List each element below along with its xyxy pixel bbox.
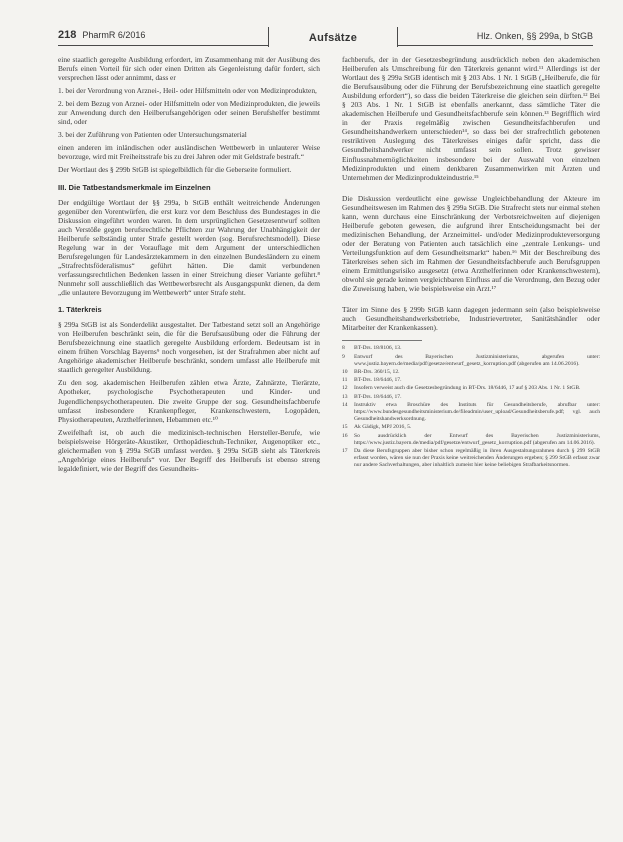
footnote-divider xyxy=(342,340,422,341)
footnote xyxy=(342,402,600,424)
footnote-number: 12 xyxy=(342,385,348,392)
footnote-number: 9 xyxy=(342,353,345,360)
footnote-number: 8 xyxy=(342,345,345,352)
footnote-text: Instruktiv etwa Broschüre des Instituts für Gesundheitsberufe, abrufbar unter: https://www.bundesgesundheitsministerium.de/fileadmin/user_upload/Gesundheitsberufe.pdf; vgl. auch Gesundheitshandwerksordnung. xyxy=(354,401,600,423)
footnote xyxy=(342,448,600,470)
footnote-text: BR-Drs. 360/15, 12. xyxy=(354,368,400,375)
footnote-text: BT-Drs. 18/8106, 13. xyxy=(354,345,402,352)
paragraph-wortlaut: Der endgültige Wortlaut der §§ 299a, b StGB enthält weitreichende Änderungen gegenüber den Vorentwürfen, die erst kurz vor dem Beschluss des Bundestages in die Diskussion eingeführt worden waren. In dem ursprünglichen Gesetzesentwurf sollten auch Verstöße gegen berufsrechtliche Pflichten zur Wahrung der Unabhängigkeit der Heilberufe selbständig unter Strafe gestellt werden (sog. Berufsrechtsmodell). Diese Regelung war in der Vorauflage mit dem Argument der unterschiedlichen Berufsregelungen für Landesärztekammern in den einzelnen Bundesländern zu einem „Strafrechtsföderalismus“ geführt hätten. Die damit verbundenen verfassungsrechtlichen Bedenken lassen in einer Streichung dieser Variante geführt.⁸ Nunmehr soll ausschließlich das Wettbewerbsrecht als Ausgangspunkt dienen, da dem „die unlautere Bevorzugung im Wettbewerb“ unter Strafe steht. xyxy=(58,197,320,298)
footnote-number: 14 xyxy=(342,401,348,408)
footnote-number: 15 xyxy=(342,424,348,431)
paragraph-299b: Der Wortlaut des § 299b StGB ist spiegelbildlich für die Geberseite formuliert. xyxy=(58,165,292,175)
left-column xyxy=(58,55,320,477)
list-tail-paragraph: einen anderen im inländischen oder ausländischen Wettbewerb in unlauterer Weise bevorzuge, wird mit Freiheitsstrafe bis zu drei Jahren oder mit Geldstrafe bestraft.“ xyxy=(58,143,320,162)
running-title: Hlz. Onken, §§ 299a, b StGB xyxy=(476,31,593,41)
footnote xyxy=(342,394,600,401)
footnote-text: Da diese Berufsgruppen aber bisher schon regelmäßig in ihren Ausgestaltungsrahmen durch § 299 StGB erfasst worden, wären sie nun der Praxis keine weitreichenden Änderungen ergeben; § 299 StGB erfasst zwar nur andere Sachverhaltungen, aber inhaltlich zumeist hier keine beliebigen Strafbarkeitsnormen. xyxy=(354,447,600,469)
list-item-2: 2. bei dem Bezug von Arznei- oder Hilfsmitteln oder von Medizinprodukten, die jeweils zur Anwendung durch den Heilberufsangehörigen oder seinen Berufshelfer bestimmt sind, oder xyxy=(58,99,320,127)
paragraph-sonderdelikt: § 299a StGB ist als Sonderdelikt ausgestaltet. Der Tatbestand setzt soll an Angehörige von Heilberufen beschränkt sein, die für die Berufsausübung oder die Führung der Berufsbezeichnung eine staatlich geregelte Ausbildung erfordern. Bedeutsam ist in einem frühen Vorschlag Bayerns⁹ noch vorgesehen, ist der Strafrahmen aber nicht auf Angehörige akademischer Heilberufe beschränkt, sondern umfasst alle Heilberufe mit staatlich geregelter Ausbildung. xyxy=(58,320,320,375)
section-heading-iii: III. Die Tatbestandsmerkmale im Einzelnen xyxy=(58,182,211,192)
footnote-text: BT-Drs. 18/6446, 17. xyxy=(354,393,402,400)
paragraph-heilberufe: Zu den sog. akademischen Heilberufen zählen etwa Ärzte, Zahnärzte, Tierärzte, Apotheker, psychologische Psychotherapeuten und Kinder- und Jugendlichenpsychotherapeuten. Die zweite Gruppe der sog. Gesundheitsfachberufe umfasst insbesondere Krankenpfleger, Krankenschwestern, Logopäden, Physiotherapeuten, Arzthelferinnen, Hebammen etc.¹⁰ xyxy=(58,378,320,424)
subheading-taeterkreis: 1. Täterkreis xyxy=(58,305,102,315)
paragraph-diskussion: Die Diskussion verdeutlicht eine gewisse Ungleichbehandlung der Akteure im Gesundheitswesen im Rahmen des § 299a StGB. Die Strafrecht stets nur einmal stehen kann, wenn durchaus eine Einschränkung der Verbotsreichweiten auf diejenigen Heilberufe geboten gewesen, die aufgrund ihrer Entscheidungsmacht bei der medizinischen Behandlung, der Arzneimittel- und/oder Medizinprodukteversorgung oder der Beratung von Patienten auch tatsächlich eine „zentrale Lenkungs- und Verteilungsfunktion auf dem Gesundheitsmarkt“ haben.¹⁶ Mit der Beschreibung des Täterkreises sehen sich im Rahmen der Gesundheitsfachberufe auch Berufsgruppen einem Ermittlungsrisiko ausgesetzt (etwa Arzthelferinnen oder Krankenschwestern), obwohl sie gerade keinen vergleichbaren Einfluss auf die Verordnung, den Bezug oder die Zuweisung haben, wie beispielsweise ein Arzt.¹⁷ xyxy=(342,193,600,294)
intro-paragraph: eine staatlich geregelte Ausbildung erfordert, im Zusammenhang mit der Ausübung des Berufs einen Vorteil für sich oder einen Dritten als Gegenleistung dafür fordert, sich versprechen lässt oder annimmt, dass er xyxy=(58,55,320,83)
paragraph-fachberufs: fachberufs, der in der Gesetzesbegründung ausdrücklich neben den akademischen Heilberufen als Umschreibung für den Täterkreis genannt wird.¹¹ Allerdings ist der Wortlaut des § 299a StGB identisch mit § 203 Abs. 1 Nr. 1 StGB („Heilberufe, die für die Berufsausübung oder die Führung der Berufsbezeichnung eine staatlich geregelte Ausbildung erfordert“), so dass die beiden Täterkreise die gleichen sein dürften.¹² Bei § 203 Abs. 1 Nr. 1 StGB ist ebenfalls anerkannt, dass sämtliche Täter die akademischen Heilberufe und Gesundheitsfachberufe sein können.¹³ Begrifflich wird in der Praxis regelmäßig zwischen Gesundheitsfachberufen und Gesundheitshandwerkern unterschieden¹⁴, so dass bei der strafrechtlich gebotenen restriktiven Auslegung des Täterkreises einiges dafür spricht, dass die Gesundheitshandwerker nicht umfasst sein sollen. Trotz gewisser Einflussnahmemöglichkeiten insbesondere bei der Auswahl von einzelnen Medizinprodukten und einem denkbaren Zusammenwirken mit Ärzten und Unternehmen der Medizinprodukteindustrie.¹⁵ xyxy=(342,55,600,182)
footnote-number: 11 xyxy=(342,377,348,384)
header-left xyxy=(58,29,145,41)
footnote xyxy=(342,354,600,368)
right-column xyxy=(342,55,600,471)
list-item-3: 3. bei der Zuführung von Patienten oder Untersuchungsmaterial xyxy=(58,130,247,140)
footnote xyxy=(342,424,600,431)
footnote-number: 10 xyxy=(342,368,348,375)
footnotes xyxy=(342,345,600,469)
list-item-1: 1. bei der Verordnung von Arznei-, Heil- oder Hilfsmitteln oder von Medizinprodukten, xyxy=(58,86,317,96)
paragraph-taeter-299b: Täter im Sinne des § 299b StGB kann dagegen jedermann sein (also beispielsweise auch Gesundheitshandwerksbetriebe, Industrievertreter, Sanitätshändler oder Mitarbeiter der Krankenkassen). xyxy=(342,305,600,333)
footnote xyxy=(342,369,600,376)
page-header xyxy=(58,27,593,46)
page-number: 218 xyxy=(58,29,77,41)
footnote-text: BT-Drs. 18/6446, 17. xyxy=(354,377,402,384)
footnote-number: 13 xyxy=(342,393,348,400)
footnote-number: 17 xyxy=(342,447,348,454)
footnote-text: Insofern verweist auch die Gesetzesbegründung in BT-Drs. 18/6446, 17 auf § 203 Abs. 1 Nr. 1 StGB. xyxy=(354,385,581,392)
footnote xyxy=(342,345,600,352)
footnote-text: Ak Gädigk, MPJ 2016, 5. xyxy=(354,424,412,431)
journal-name: PharmR 6/2016 xyxy=(82,30,146,40)
paragraph-zweifelhaft: Zweifelhaft ist, ob auch die medizinisch-technischen Hersteller-Berufe, wie beispielsweise Hörgeräte-Akustiker, Orthopädieschuh-Techniker, Augenoptiker etc., gleichermaßen von § 299a StGB umfasst werden. § 299a StGB sieht als Täterkreis „Angehörige eines Heilberufs“ vor. Der Begriff des Heilberufs ist ebenso streng legaldefiniert, wie der Begriff des Gesundheits- xyxy=(58,427,320,473)
footnote-number: 16 xyxy=(342,432,348,439)
footnote xyxy=(342,385,600,392)
footnote xyxy=(342,433,600,447)
footnote-text: So ausdrücklich der Entwurf des Bayerischen Justizministeriums, https://www.justiz.bayern.de/media/pdf/gesetze/entwurf_gesetz_korruption.pdf (abgerufen am 14.06.2016). xyxy=(354,432,600,446)
footnote xyxy=(342,377,600,384)
footnote-text: Entwurf des Bayerischen Justizministeriums, abgerufen unter: www.justiz.bayern.de/media/pdf/gesetze/entwurf_gesetz_korruption.pdf (abgerufen am 14.06.2016). xyxy=(354,353,600,367)
section-title: Aufsätze xyxy=(268,27,398,47)
